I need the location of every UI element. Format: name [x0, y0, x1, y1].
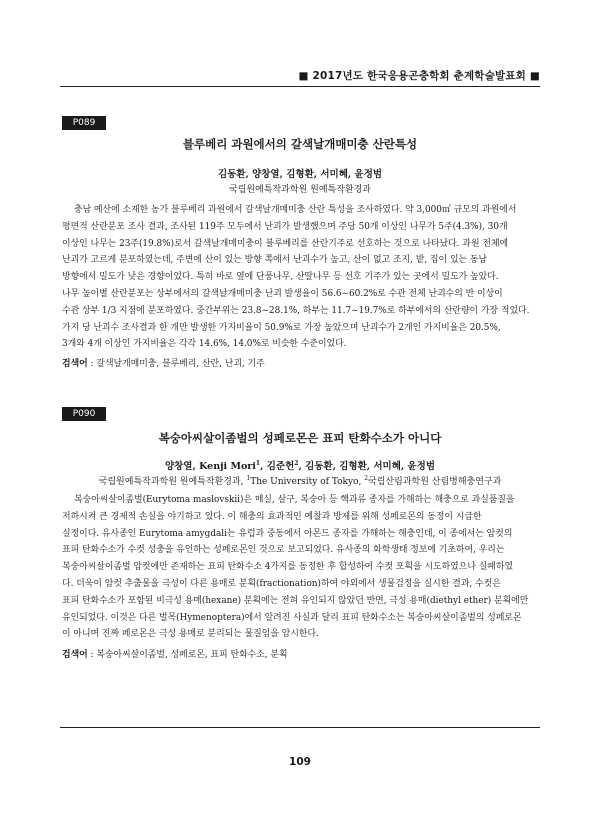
author-text: 양창열, Kenji Mori [164, 461, 256, 472]
page-number: 109 [289, 756, 311, 768]
abstract-line: 실정이다. 유사종인 Eurytoma amygdali는 유럽과 중동에서 아몬드 종자를 가해하는 해충인데, 이 종에서는 암컷의 [62, 528, 513, 539]
keywords-label: 검색어 [62, 359, 88, 369]
footer-rule [60, 727, 540, 728]
abstract-line: 가지 당 난괴수 조사결과 한 개만 발생한 가지비율이 50.9%로 가장 높았으며 난괴수가 2개인 가지비율은 20.5%, [62, 322, 501, 333]
paper-code-badge: P089 [62, 116, 106, 130]
paper-abstract [62, 202, 538, 353]
paper-authors [60, 458, 540, 472]
affil-text: The University of Tokyo, [250, 477, 365, 487]
affil-sup: 1 [246, 475, 251, 482]
paper-abstract [62, 492, 538, 643]
abstract-line: 유인되었다. 이것은 다른 벌목(Hymenoptera)에서 알려진 사실과 달리 표피 탄화수소는 복숭아씨살이좀벌의 성페로몬 [62, 612, 522, 623]
proceedings-header: ■ 2017년도 한국응용곤충학회 춘계학술발표회 ■ [298, 70, 540, 82]
paper-code-badge: P090 [62, 407, 106, 421]
author-text: , 김준헌 [260, 461, 295, 472]
header-rule [60, 86, 540, 87]
abstract-line: 저하시켜 큰 경제적 손실을 야기하고 있다. 이 해충의 효과적인 예찰과 방제를 위해 성페로몬의 동정이 시급한 [62, 511, 482, 522]
affil-text: 국립산림과학원 산림병해충연구과 [368, 477, 502, 487]
affil-text: 국립원예특작과학원 원예특작환경과, [98, 477, 247, 487]
abstract-line: 나무 높이별 산란분포는 상부에서의 갈색날개매미충 난괴 발생율이 56.6∼60.2%로 수관 전체 난괴수의 반 이상이 [62, 288, 503, 299]
paper-title: 블루베리 과원에서의 갈색날개매미충 산란특성 [182, 137, 418, 151]
abstract-line: 표피 탄화수소가 수컷 성충을 유인하는 성페로몬인 것으로 보고되었다. 유사종의 화학생태 정보에 기초하여, 우리는 [62, 545, 505, 556]
abstract-line: 방향에서 밀도가 낮은 경향이었다. 특히 바로 옆에 단풍나무, 산딸나무 등 선호 기주가 있는 곳에서 밀도가 높았다. [62, 272, 499, 283]
abstract-line: 충남 예산에 소재한 농가 블루베리 과원에서 갈색날개매미충 산란 특성을 조사하였다. 약 3,000㎡ 규모의 과원에서 [74, 205, 517, 215]
affil-sup: 2 [364, 475, 369, 482]
keywords-label: 검색어 [62, 650, 88, 660]
abstract-line: 다. 더욱이 암컷 추출물을 극성이 다른 용매로 분획(fractionation)하여 야외에서 생물검정을 실시한 결과, 수컷은 [62, 578, 501, 589]
paper-authors: 김동환, 양창열, 김형환, 서미혜, 윤정범 [217, 169, 383, 180]
author-text: , 김동환, 김형환, 서미혜, 윤정범 [298, 461, 436, 472]
author-sup: 1 [255, 459, 261, 467]
abstract-line: 이 아니며 진짜 페로몬은 극성 용매로 분리되는 물질임을 암시한다. [62, 629, 319, 640]
author-sup: 2 [294, 459, 299, 467]
abstract-line: 복숭아씨살이좀벌(Eurytoma maslovskii)은 매실, 살구, 복숭아 등 핵과류 종자를 가해하는 해충으로 과실품질을 [74, 495, 515, 505]
paper-title: 복숭아씨살이좀벌의 성페로몬은 표피 탄화수소가 아니다 [158, 431, 442, 445]
paper-keywords [62, 356, 538, 369]
paper-affiliation [60, 474, 540, 487]
keywords-list: : 복숭아씨살이좀벌, 성페로몬, 표피 탄화수소, 분획 [87, 650, 288, 660]
abstract-line: 평면적 산란분포 조사 결과, 조사된 119주 모두에서 난괴가 발생했으며 주당 50개 이상인 나무가 5주(4.3%), 30개 [62, 221, 508, 232]
abstract-line: 이상인 나무는 23주(19.8%)로서 갈색날개매미충이 블루베리를 산란기주로 선호하는 것으로 나타났다. 과원 전체에 [62, 238, 509, 249]
abstract-line: 난괴가 고르게 분포하였는데, 주변에 산이 있는 방향 쪽에서 난괴수가 높고, 산이 없고 조지, 밭, 집이 있는 동남 [62, 255, 488, 266]
abstract-line: 3개와 4개 이상인 가지비율은 각각 14.6%, 14.0%로 비슷한 수준이었다. [62, 339, 347, 350]
keywords-list: : 갈색날개매미충, 블루베리, 산란, 난괴, 기주 [87, 359, 265, 369]
abstract-line: 수관 상부 1/3 지점에 분포하였다. 중간부위는 23.8∼28.1%, 하부는 11.7∼19.7%로 하부에서의 산란량이 가장 적었다. [62, 305, 530, 316]
paper-keywords [62, 647, 538, 660]
abstract-line: 복숭아씨살이좀벌 암컷에만 존재하는 표피 탄화수소 4가지를 동정한 후 합성하여 수컷 포획을 시도하였으나 실패하였 [62, 562, 514, 573]
paper-affiliation: 국립원예특작과학원 원예특작환경과 [229, 185, 371, 195]
abstract-line: 표피 탄화수소가 포함된 비극성 용매(hexane) 분획에는 전혀 유인되지 않았던 반면, 극성 용매(diethyl ether) 분획에만 [62, 595, 529, 606]
